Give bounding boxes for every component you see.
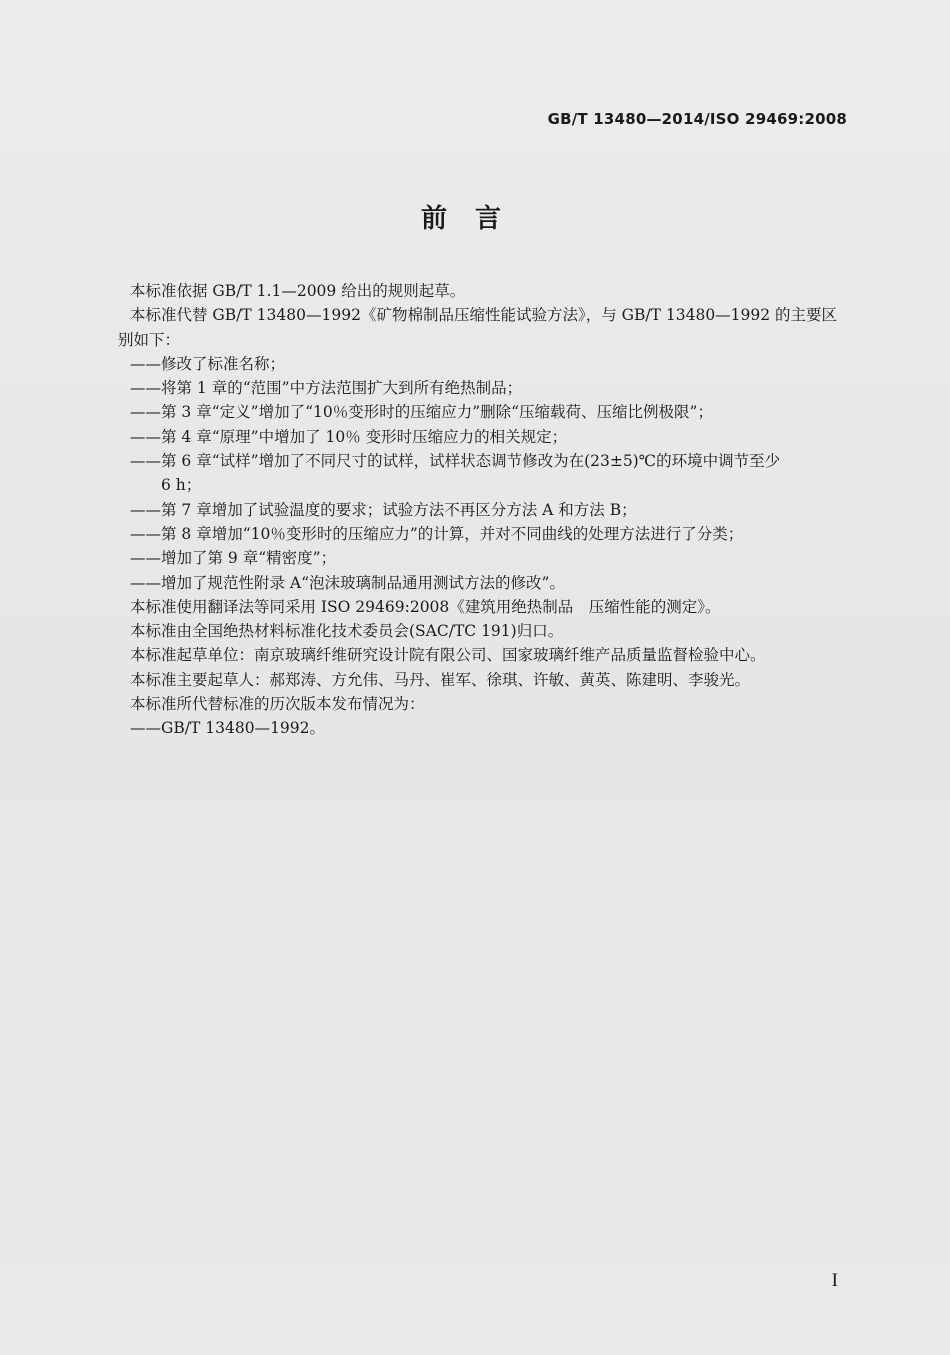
paragraph-replaces: 本标准代替 GB/T 13480—1992《矿物棉制品压缩性能试验方法》，与 GB/T 13480—1992 的主要区 bbox=[130, 306, 838, 325]
change-item: ——修改了标准名称； bbox=[130, 354, 286, 373]
page-number: I bbox=[831, 1270, 838, 1291]
paragraph-replaces-continuation: 别如下： bbox=[118, 330, 181, 349]
history-item: ——GB/T 13480—1992。 bbox=[130, 719, 326, 738]
statement-committee: 本标准由全国绝热材料标准化技术委员会(SAC/TC 191)归口。 bbox=[130, 622, 564, 641]
statement-drafting-units: 本标准起草单位：南京玻璃纤维研究设计院有限公司、国家玻璃纤维产品质量监督检验中心。 bbox=[130, 646, 766, 665]
change-item: ——第 7 章增加了试验温度的要求；试验方法不再区分方法 A 和方法 B； bbox=[130, 500, 637, 519]
change-item-continuation: 6 h； bbox=[161, 476, 202, 495]
standard-number-header: GB/T 13480—2014/ISO 29469:2008 bbox=[547, 110, 847, 128]
change-item: ——第 4 章“原理”中增加了 10％ 变形时压缩应力的相关规定； bbox=[130, 427, 568, 446]
statement-history-intro: 本标准所代替标准的历次版本发布情况为： bbox=[130, 695, 425, 714]
change-item: ——第 3 章“定义”增加了“10％变形时的压缩应力”删除“压缩载荷、压缩比例极限”； bbox=[130, 403, 713, 422]
statement-drafters: 本标准主要起草人：郝郑涛、方允伟、马丹、崔军、徐琪、许敏、黄英、陈建明、李骏光。 bbox=[130, 670, 751, 689]
foreword-body bbox=[118, 279, 852, 741]
statement-adoption: 本标准使用翻译法等同采用 ISO 29469:2008《建筑用绝热制品 压缩性能的测定》。 bbox=[130, 597, 721, 616]
change-item: ——将第 1 章的“范围”中方法范围扩大到所有绝热制品； bbox=[130, 379, 523, 398]
change-item: ——增加了规范性附录 A“泡沫玻璃制品通用测试方法的修改”。 bbox=[130, 573, 565, 592]
paragraph-drafting-rules: 本标准依据 GB/T 1.1—2009 给出的规则起草。 bbox=[130, 282, 466, 300]
change-item: ——增加了第 9 章“精密度”； bbox=[130, 549, 337, 568]
change-item: ——第 8 章增加“10％变形时的压缩应力”的计算，并对不同曲线的处理方法进行了分类； bbox=[130, 524, 744, 543]
page-title: 前言 bbox=[420, 204, 529, 234]
change-item: ——第 6 章“试样”增加了不同尺寸的试样，试样状态调节修改为在(23±5)℃的环境中调节至少 bbox=[130, 452, 781, 471]
